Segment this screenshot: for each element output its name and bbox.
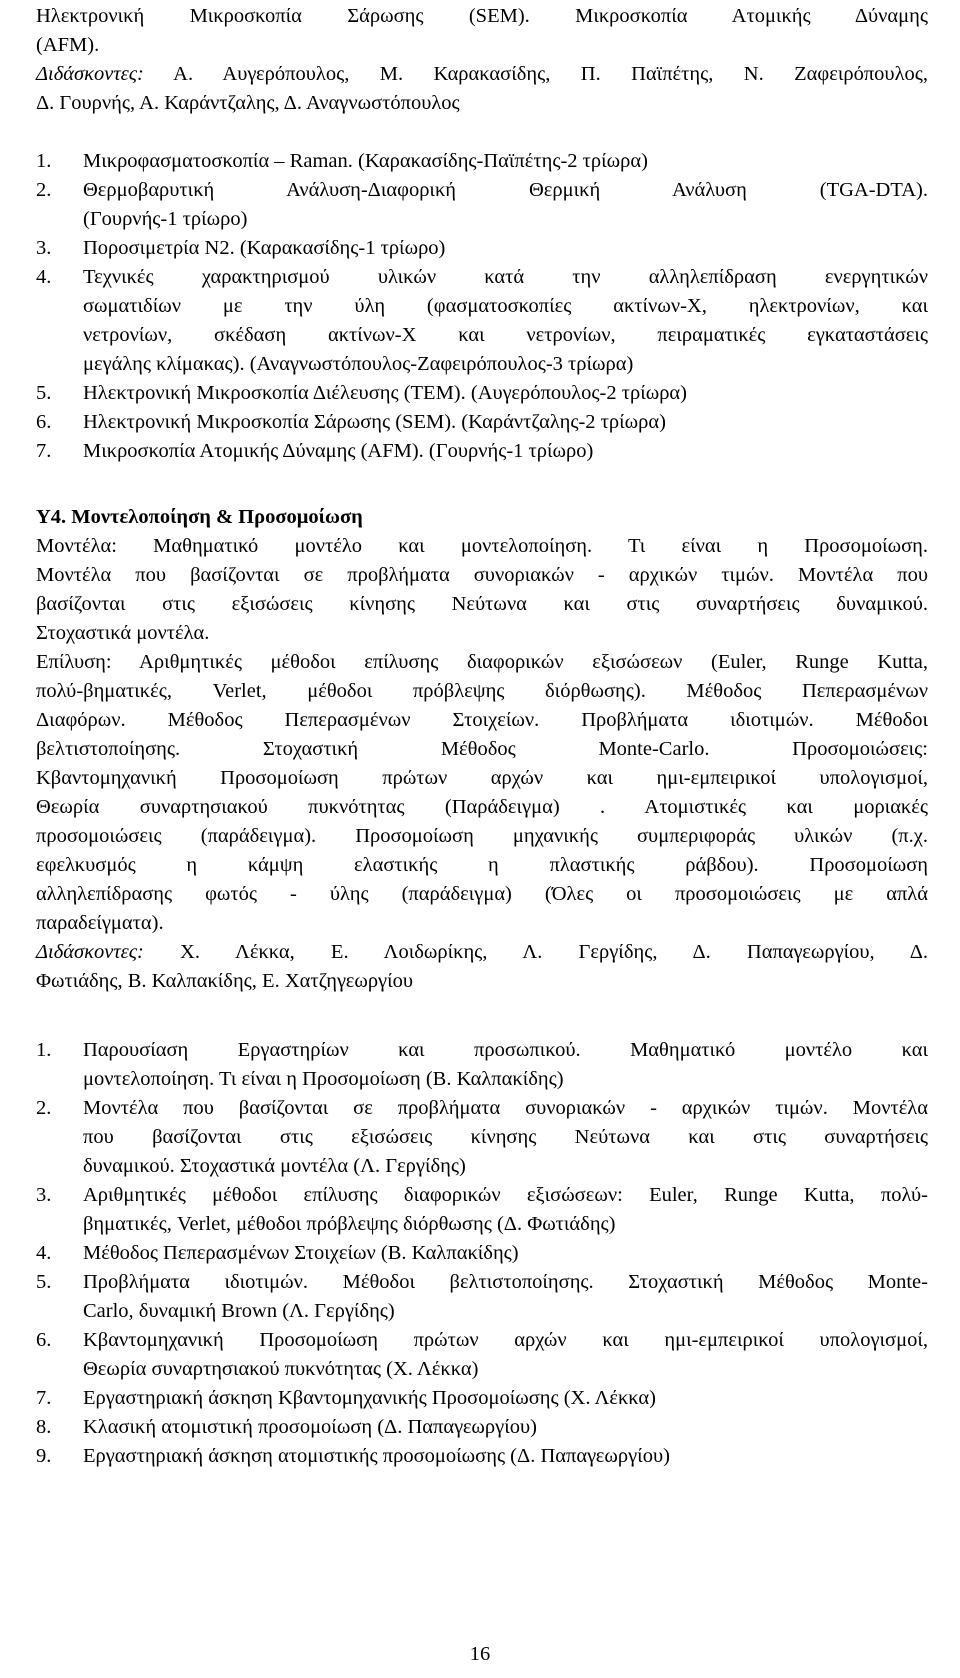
list2-number: 6. (36, 1329, 52, 1351)
course-paragraph-line: βασίζονται στις εξισώσεις κίνησης Νεύτωνα και στις συναρτήσεις δυναμικού. (36, 593, 928, 615)
list1-number: 4. (36, 266, 52, 288)
course-paragraph-line: Στοχαστικά μοντέλα. (36, 622, 210, 644)
list2-item-line: Εργαστηριακή άσκηση Κβαντομηχανικής Προσομοίωσης (Χ. Λέκκα) (83, 1387, 656, 1409)
list1-item-line: Θερμοβαρυτική Ανάλυση-Διαφορική Θερμική Ανάλυση (TGA-DTA). (83, 179, 928, 201)
course-paragraph-line: Θεωρία συναρτησιακού πυκνότητας (Παράδειγμα) . Ατομιστικές και μοριακές (36, 796, 928, 818)
list2-number: 7. (36, 1387, 52, 1409)
teachers-label: Διδάσκοντες: (36, 941, 144, 963)
list1-item-line: νετρονίων, σκέδαση ακτίνων-Χ και νετρονίων, πειραματικές εγκαταστάσεις (83, 324, 928, 346)
list2-number: 1. (36, 1039, 52, 1061)
list2-number: 9. (36, 1445, 52, 1467)
list2-item-line: Μοντέλα που βασίζονται σε προβλήματα συνοριακών - αρχικών τιμών. Μοντέλα (83, 1097, 928, 1119)
list2-item-line: μοντελοποίηση. Τι είναι η Προσομοίωση (Β. Καλπακίδης) (83, 1068, 564, 1090)
intro-line-4: Δ. Γουρνής, Α. Καράντζαλης, Δ. Αναγνωστόπουλος (36, 92, 460, 114)
list1-number: 5. (36, 382, 52, 404)
course-paragraph-line: βελτιστοποίησης. Στοχαστική Μέθοδος Monte-Carlo. Προσομοιώσεις: (36, 738, 928, 760)
list2-item-line: Κλασική ατομιστική προσομοίωση (Δ. Παπαγεωργίου) (83, 1416, 537, 1438)
teachers-names: Α. Αυγερόπουλος, Μ. Καρακασίδης, Π. Παϊπέτης, Ν. Ζαφειρόπουλος, (143, 63, 928, 85)
list2-number: 8. (36, 1416, 52, 1438)
list2-item-line: Αριθμητικές μέθοδοι επίλυσης διαφορικών εξισώσεων: Euler, Runge Kutta, πολύ- (83, 1184, 928, 1206)
list1-item-line: Ποροσιμετρία N2. (Καρακασίδης-1 τρίωρο) (83, 237, 446, 259)
teachers-names: Χ. Λέκκα, Ε. Λοιδωρίκης, Λ. Γεργίδης, Δ. Παπαγεωργίου, Δ. (143, 941, 928, 963)
course-paragraph-line: Επίλυση: Αριθμητικές μέθοδοι επίλυσης διαφορικών εξισώσεων (Euler, Runge Kutta, (36, 651, 928, 673)
list2-number: 3. (36, 1184, 52, 1206)
list2-item-line: Παρουσίαση Εργαστηρίων και προσωπικού. Μαθηματικό μοντέλο και (83, 1039, 928, 1061)
list2-number: 2. (36, 1097, 52, 1119)
list1-item-line: Μικροφασματοσκοπία – Raman. (Καρακασίδης-Παϊπέτης-2 τρίωρα) (83, 150, 648, 172)
course-teachers-line-2: Φωτιάδης, Β. Καλπακίδης, Ε. Χατζηγεωργίου (36, 970, 414, 992)
list2-item-line: που βασίζονται στις εξισώσεις κίνησης Νεύτωνα και στις συναρτήσεις (83, 1126, 928, 1148)
teachers-label: Διδάσκοντες: (36, 63, 144, 85)
course-paragraph-line: αλληλεπίδρασης φωτός - ύλης (παράδειγμα) (Όλες οι προσομοιώσεις με απλά (36, 883, 928, 905)
list2-item-line: Θεωρία συναρτησιακού πυκνότητας (Χ. Λέκκα) (83, 1358, 479, 1380)
list2-item-line: δυναμικού. Στοχαστικά μοντέλα (Λ. Γεργίδης) (83, 1155, 466, 1177)
list2-item-line: Κβαντομηχανική Προσομοίωση πρώτων αρχών και ημι-εμπειρικοί υπολογισμοί, (83, 1329, 928, 1351)
course-teachers-line (36, 938, 928, 967)
intro-line-1: Ηλεκτρονική Μικροσκοπία Σάρωσης (SEM). Μικροσκοπία Ατομικής Δύναμης (36, 5, 928, 27)
list1-item-line: Ηλεκτρονική Μικροσκοπία Σάρωσης (SEM). (Καράντζαλης-2 τρίωρα) (83, 411, 666, 433)
list2-item-line: Προβλήματα ιδιοτιμών. Μέθοδοι βελτιστοποίησης. Στοχαστική Μέθοδος Monte- (83, 1271, 928, 1293)
list2-item-line: Μέθοδος Πεπερασμένων Στοιχείων (Β. Καλπακίδης) (83, 1242, 519, 1264)
course-paragraph-line: Κβαντομηχανική Προσομοίωση πρώτων αρχών και ημι-εμπειρικοί υπολογισμοί, (36, 767, 928, 789)
list1-item-line: σωματιδίων με την ύλη (φασματοσκοπίες ακτίνων-Χ, ηλεκτρονίων, και (83, 295, 928, 317)
list2-item-line: Εργαστηριακή άσκηση ατομιστικής προσομοίωσης (Δ. Παπαγεωργίου) (83, 1445, 670, 1467)
list1-item-line: Μικροσκοπία Ατομικής Δύναμης (AFM). (Γουρνής-1 τρίωρο) (83, 440, 594, 462)
course-paragraph-line: πολύ-βηματικές, Verlet, μέθοδοι πρόβλεψης διόρθωσης). Μέθοδος Πεπερασμένων (36, 680, 928, 702)
list1-item-line: Ηλεκτρονική Μικροσκοπία Διέλευσης (TEM). (Αυγερόπουλος-2 τρίωρα) (83, 382, 687, 404)
list1-number: 1. (36, 150, 52, 172)
course-paragraph-line: Μοντέλα: Μαθηματικό μοντέλο και μοντελοποίηση. Τι είναι η Προσομοίωση. (36, 535, 928, 557)
list2-number: 5. (36, 1271, 52, 1293)
list1-number: 7. (36, 440, 52, 462)
list1-number: 3. (36, 237, 52, 259)
course-paragraph-line: εφελκυσμός η κάμψη ελαστικής η πλαστικής ράβδου). Προσομοίωση (36, 854, 928, 876)
list2-number: 4. (36, 1242, 52, 1264)
course-paragraph-line: Μοντέλα που βασίζονται σε προβλήματα συνοριακών - αρχικών τιμών. Μοντέλα που (36, 564, 928, 586)
list1-item-line: μεγάλης κλίμακας). (Αναγνωστόπουλος-Ζαφειρόπουλος-3 τρίωρα) (83, 353, 634, 375)
list1-item-line: (Γουρνής-1 τρίωρο) (83, 208, 248, 230)
course-paragraph-line: προσομοιώσεις (παράδειγμα). Προσομοίωση μηχανικής συμπεριφοράς υλικών (π.χ. (36, 825, 928, 847)
list1-number: 6. (36, 411, 52, 433)
intro-teachers-line (36, 60, 928, 89)
list2-item-line: Carlo, δυναμική Brown (Λ. Γεργίδης) (83, 1300, 395, 1322)
list1-number: 2. (36, 179, 52, 201)
page-number: 16 (469, 1643, 491, 1665)
course-paragraph-line: παραδείγματα). (36, 912, 164, 934)
list1-item-line: Τεχνικές χαρακτηρισμού υλικών κατά την αλληλεπίδραση ενεργητικών (83, 266, 928, 288)
intro-line-2: (AFM). (36, 34, 100, 56)
list2-item-line: βηματικές, Verlet, μέθοδοι πρόβλεψης διόρθωσης (Δ. Φωτιάδης) (83, 1213, 616, 1235)
course-paragraph-line: Διαφόρων. Μέθοδος Πεπερασμένων Στοιχείων. Προβλήματα ιδιοτιμών. Μέθοδοι (36, 709, 928, 731)
section-heading: Υ4. Μοντελοποίηση & Προσομοίωση (36, 506, 363, 528)
